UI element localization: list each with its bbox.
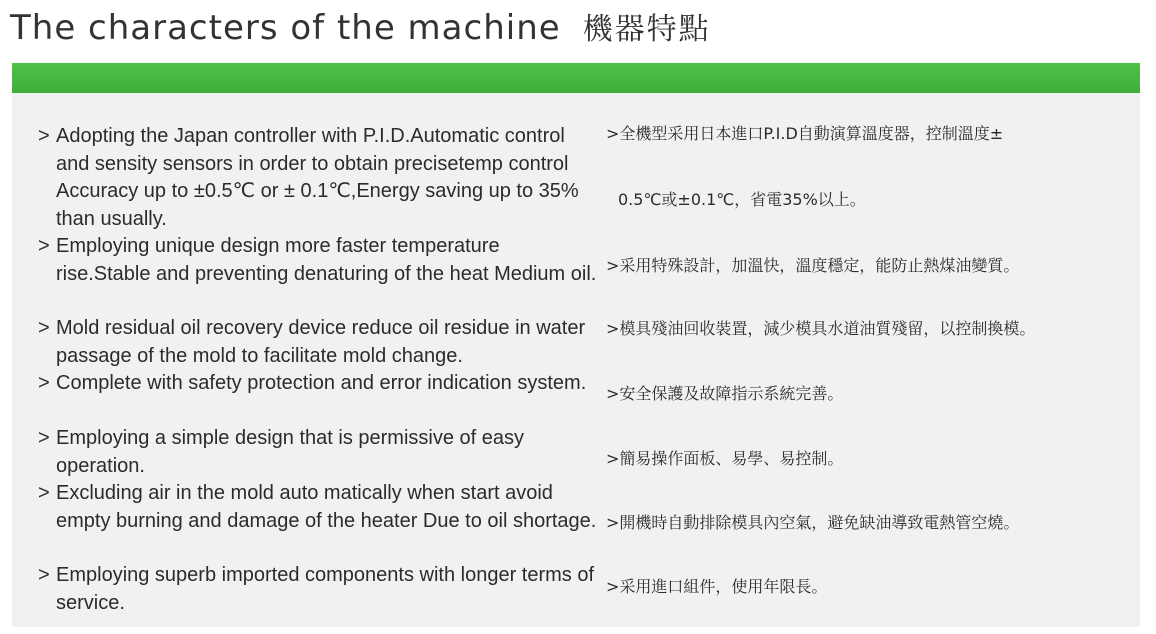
bullet-marker: > <box>38 564 50 586</box>
feature-text-en: Adopting the Japan controller with P.I.D.Automatic control and sensity sensors in order to obtain precisetemp control Accuracy up to ±0.5℃ or ± 0.1℃,Energy saving up to 35% than usually. <box>56 125 579 230</box>
page-title <box>10 4 711 48</box>
feature-text-en: Complete with safety protection and error indication system. <box>56 372 587 394</box>
feature-text-en: Employing unique design more faster temperature rise.Stable and preventing denaturing of the heat Medium oil. <box>56 235 597 285</box>
feature-text-en: Excluding air in the mold auto matically when start avoid empty burning and damage of the heater Due to oil shortage. <box>56 482 597 532</box>
bullet-marker: > <box>38 317 50 339</box>
bullet-marker: > <box>38 235 50 257</box>
header-accent-bar <box>12 63 1140 93</box>
feature-item-zh: >安全保護及故障指示系統完善。 <box>606 384 844 403</box>
feature-text-en: Employing a simple design that is permissive of easy operation. <box>56 427 524 477</box>
feature-item-zh: >開機時自動排除模具內空氣，避免缺油導致電熱管空燒。 <box>606 513 1020 532</box>
feature-text-en: Employing superb imported components with longer terms of service. <box>56 564 595 614</box>
feature-item-zh: >簡易操作面板、易學、易控制。 <box>606 449 844 468</box>
feature-item-en <box>38 425 598 480</box>
feature-item-zh: 0.5℃或±0.1℃，省電35%以上。 <box>618 190 866 209</box>
feature-item-en <box>38 480 598 535</box>
bullet-marker: > <box>38 427 50 449</box>
feature-item-en <box>38 562 598 617</box>
feature-item-zh: >模具殘油回收裝置，減少模具水道油質殘留，以控制換模。 <box>606 319 1036 338</box>
feature-item-en <box>38 123 598 233</box>
bullet-marker: > <box>38 372 50 394</box>
title-english: The characters of the machine <box>10 8 561 48</box>
feature-item-zh: >全機型采用日本進口P.I.D自動演算溫度器，控制溫度± <box>606 124 1004 143</box>
title-chinese: 機器特點 <box>582 12 711 47</box>
feature-item-en <box>38 370 598 398</box>
feature-item-en <box>38 315 598 370</box>
bullet-marker: > <box>38 125 50 147</box>
feature-item-zh: >采用特殊設計，加溫快，溫度穩定，能防止熱煤油變質。 <box>606 256 1020 275</box>
bullet-marker: > <box>38 482 50 504</box>
feature-item-en <box>38 233 598 288</box>
feature-text-en: Mold residual oil recovery device reduce oil residue in water passage of the mold to facilitate mold change. <box>56 317 586 367</box>
feature-item-zh: >采用進口組件，使用年限長。 <box>606 577 828 596</box>
